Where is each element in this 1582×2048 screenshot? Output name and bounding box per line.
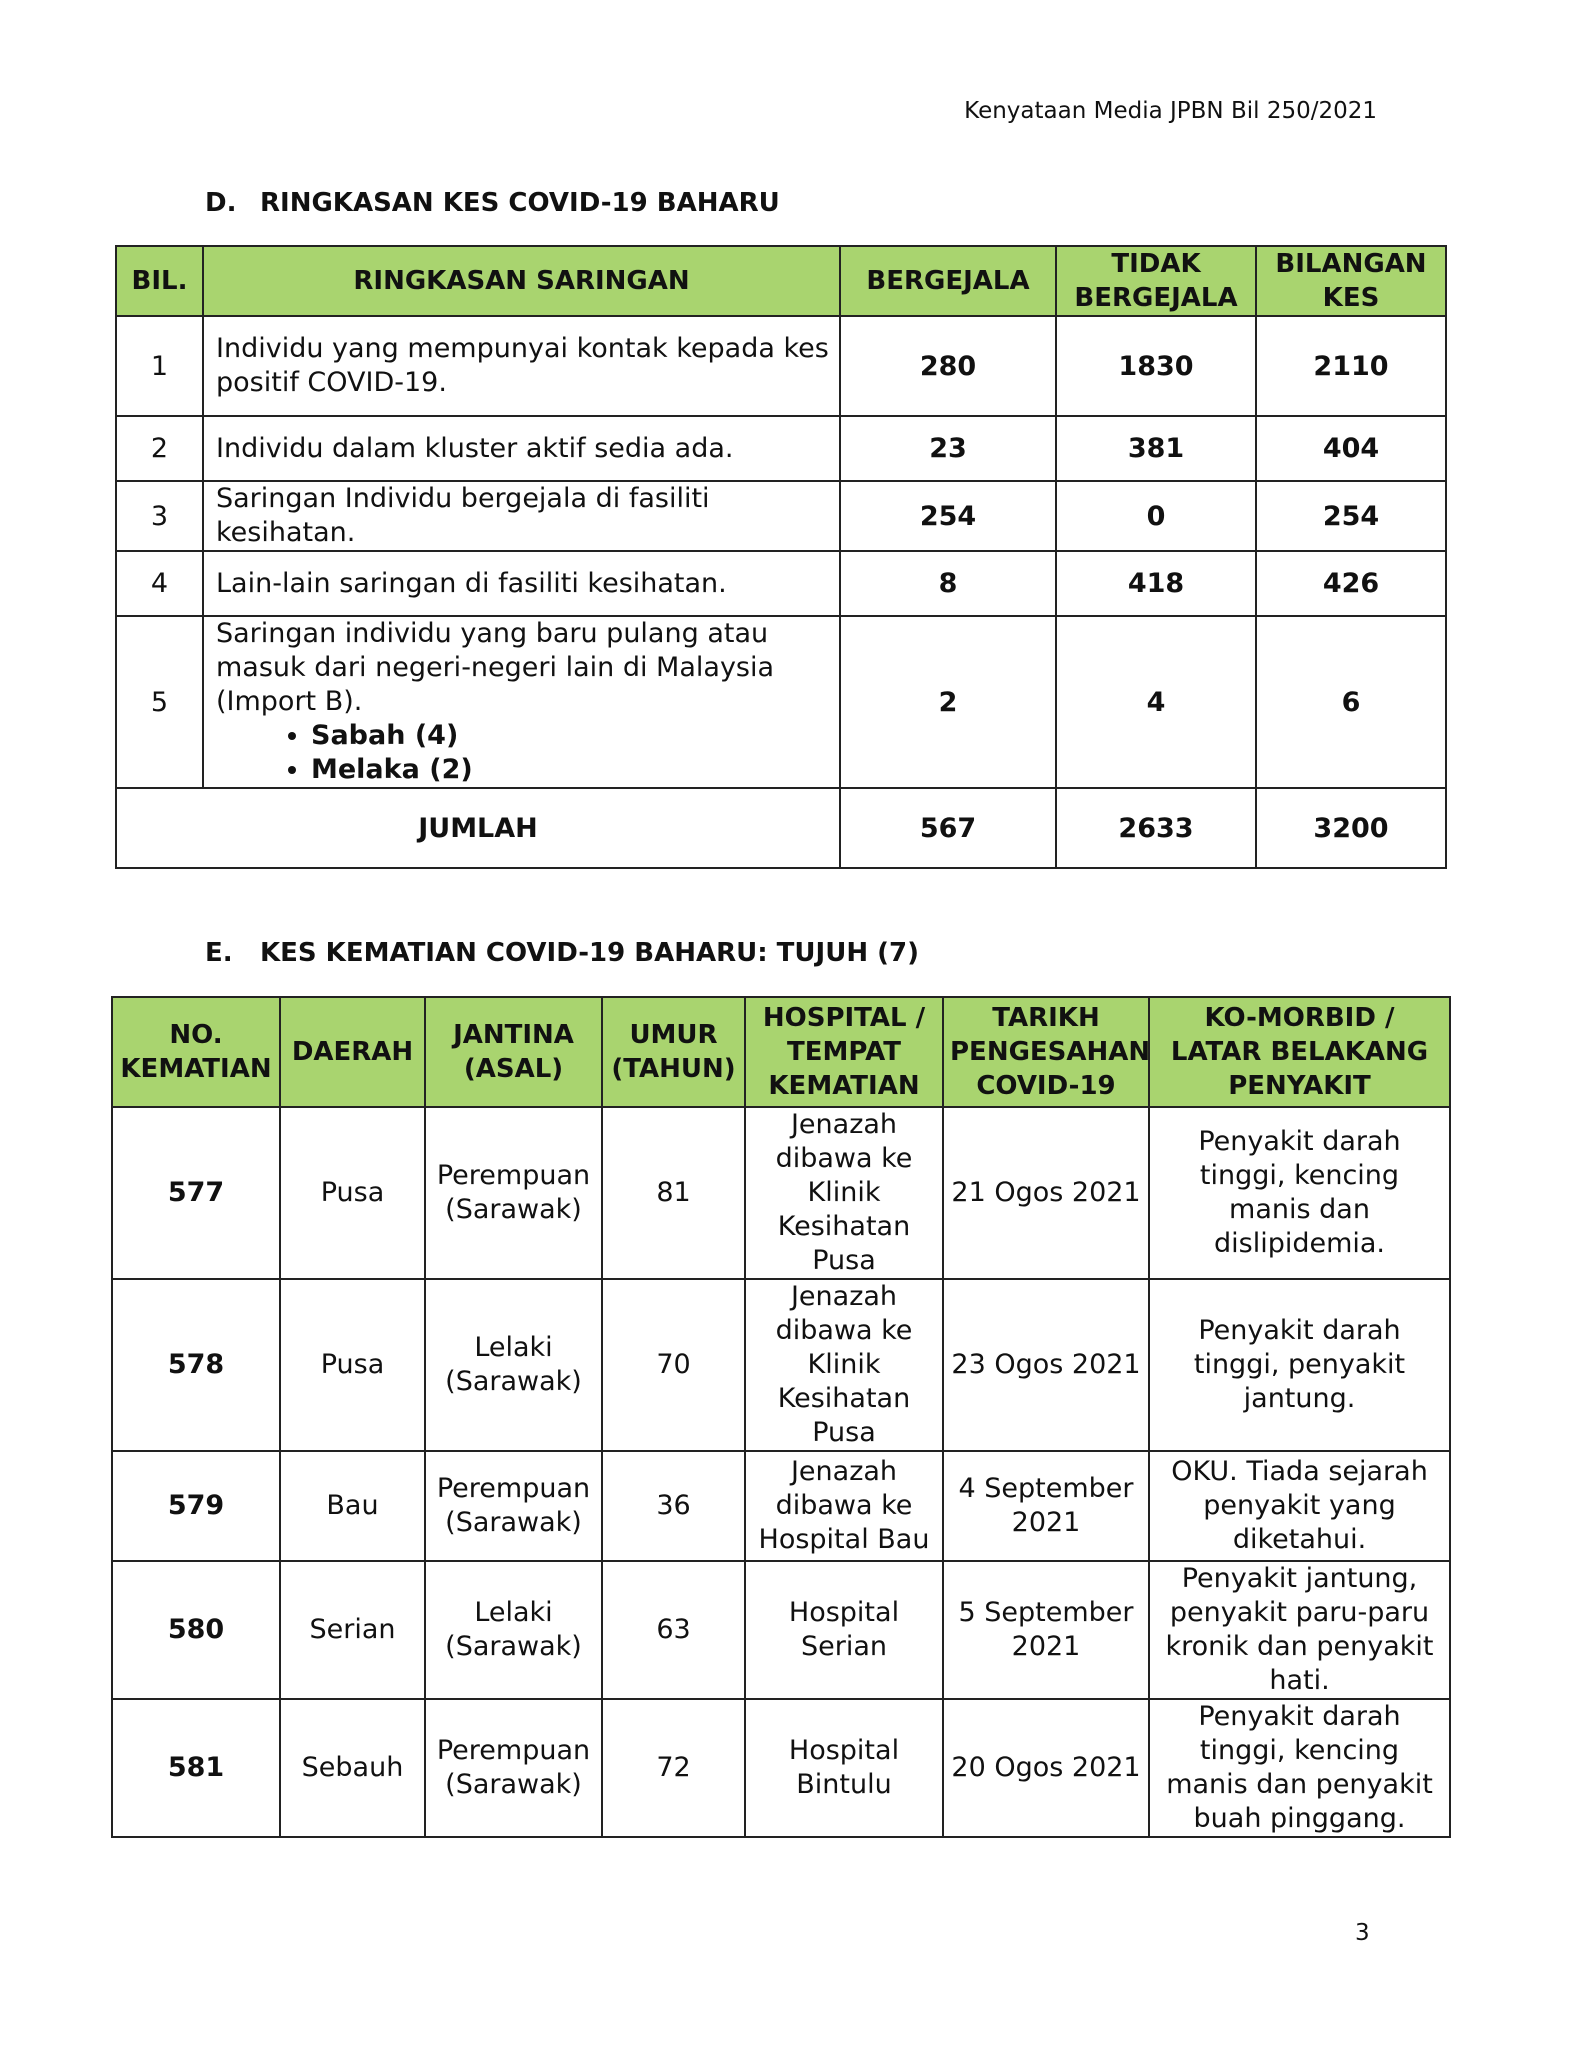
row-bergejala: 254 (840, 481, 1056, 551)
header-komorbid: KO-MORBID / LATAR BELAKANG PENYAKIT (1149, 997, 1450, 1107)
death-jantina: Lelaki (Sarawak) (425, 1279, 602, 1451)
death-komorbid: Penyakit jantung, penyakit paru-paru kronik dan penyakit hati. (1149, 1561, 1450, 1699)
section-e-letter: E. (205, 938, 233, 968)
death-hospital: Hospital Bintulu (745, 1699, 943, 1837)
death-daerah: Pusa (280, 1107, 425, 1279)
death-tarikh: 5 September 2021 (943, 1561, 1149, 1699)
death-daerah: Pusa (280, 1279, 425, 1451)
row-bil: 3 (116, 481, 203, 551)
row-bil: 4 (116, 551, 203, 616)
death-tarikh: 21 Ogos 2021 (943, 1107, 1149, 1279)
row-jumlah: 404 (1256, 416, 1446, 481)
death-komorbid: OKU. Tiada sejarah penyakit yang diketahui. (1149, 1451, 1450, 1561)
death-umur: 70 (602, 1279, 745, 1451)
header-ringkasan: RINGKASAN SARINGAN (203, 246, 840, 316)
section-d-title (205, 188, 780, 218)
row-desc: Individu dalam kluster aktif sedia ada. (203, 416, 840, 481)
death-jantina: Perempuan (Sarawak) (425, 1451, 602, 1561)
row-jumlah: 2110 (1256, 316, 1446, 416)
header-tidak-bergejala: TIDAK BERGEJALA (1056, 246, 1256, 316)
header-daerah: DAERAH (280, 997, 425, 1107)
row-jumlah: 6 (1256, 616, 1446, 788)
header-tarikh: TARIKH PENGESAHAN COVID-19 (943, 997, 1149, 1107)
section-d-letter: D. (205, 188, 237, 218)
row-desc: Lain-lain saringan di fasiliti kesihatan. (203, 551, 840, 616)
death-no: 579 (112, 1451, 280, 1561)
death-hospital: Hospital Serian (745, 1561, 943, 1699)
row-bil: 1 (116, 316, 203, 416)
death-umur: 63 (602, 1561, 745, 1699)
page-number: 3 (1355, 1920, 1370, 1946)
deaths-table (111, 996, 1451, 1838)
death-tarikh: 20 Ogos 2021 (943, 1699, 1149, 1837)
death-jantina: Lelaki (Sarawak) (425, 1561, 602, 1699)
row-desc: Saringan individu yang baru pulang atau masuk dari negeri-negeri lain di Malaysia (Import B). (216, 618, 775, 717)
row-tidak-bergejala: 381 (1056, 416, 1256, 481)
row-tidak-bergejala: 1830 (1056, 316, 1256, 416)
import-state-list (216, 719, 833, 787)
death-komorbid: Penyakit darah tinggi, penyakit jantung. (1149, 1279, 1450, 1451)
summary-row (116, 616, 1446, 788)
row-bil: 5 (116, 616, 203, 788)
row-bergejala: 280 (840, 316, 1056, 416)
header-bil: BIL. (116, 246, 203, 316)
death-row (112, 1561, 1450, 1699)
death-daerah: Serian (280, 1561, 425, 1699)
header-hospital: HOSPITAL / TEMPAT KEMATIAN (745, 997, 943, 1107)
row-desc-cell (203, 616, 840, 788)
death-row (112, 1451, 1450, 1561)
summary-table (115, 245, 1447, 869)
death-no: 580 (112, 1561, 280, 1699)
document-reference: Kenyataan Media JPBN Bil 250/2021 (964, 98, 1377, 124)
summary-total-row (116, 788, 1446, 868)
summary-row (116, 551, 1446, 616)
death-tarikh: 23 Ogos 2021 (943, 1279, 1149, 1451)
row-bergejala: 23 (840, 416, 1056, 481)
death-no: 577 (112, 1107, 280, 1279)
row-jumlah: 254 (1256, 481, 1446, 551)
death-daerah: Bau (280, 1451, 425, 1561)
death-jantina: Perempuan (Sarawak) (425, 1107, 602, 1279)
death-row (112, 1699, 1450, 1837)
death-hospital: Jenazah dibawa ke Klinik Kesihatan Pusa (745, 1107, 943, 1279)
summary-row (116, 316, 1446, 416)
header-jantina: JANTINA (ASAL) (425, 997, 602, 1107)
list-item: • Melaka (2) (311, 753, 833, 787)
section-d-heading: RINGKASAN KES COVID-19 BAHARU (260, 188, 780, 218)
row-desc: Saringan Individu bergejala di fasiliti kesihatan. (203, 481, 840, 551)
death-komorbid: Penyakit darah tinggi, kencing manis dan penyakit buah pinggang. (1149, 1699, 1450, 1837)
death-hospital: Jenazah dibawa ke Hospital Bau (745, 1451, 943, 1561)
death-row (112, 1107, 1450, 1279)
row-bil: 2 (116, 416, 203, 481)
list-item: • Sabah (4) (311, 719, 833, 753)
row-bergejala: 2 (840, 616, 1056, 788)
death-komorbid: Penyakit darah tinggi, kencing manis dan dislipidemia. (1149, 1107, 1450, 1279)
header-bilangan-kes: BILANGAN KES (1256, 246, 1446, 316)
header-bergejala: BERGEJALA (840, 246, 1056, 316)
total-jumlah: 3200 (1256, 788, 1446, 868)
summary-header-row (116, 246, 1446, 316)
death-umur: 36 (602, 1451, 745, 1561)
death-umur: 72 (602, 1699, 745, 1837)
death-hospital: Jenazah dibawa ke Klinik Kesihatan Pusa (745, 1279, 943, 1451)
row-tidak-bergejala: 4 (1056, 616, 1256, 788)
summary-row (116, 481, 1446, 551)
row-desc: Individu yang mempunyai kontak kepada kes positif COVID-19. (203, 316, 840, 416)
header-no-kematian: NO. KEMATIAN (112, 997, 280, 1107)
row-bergejala: 8 (840, 551, 1056, 616)
section-e-title (205, 938, 919, 968)
death-daerah: Sebauh (280, 1699, 425, 1837)
row-tidak-bergejala: 0 (1056, 481, 1256, 551)
row-jumlah: 426 (1256, 551, 1446, 616)
death-jantina: Perempuan (Sarawak) (425, 1699, 602, 1837)
deaths-header-row (112, 997, 1450, 1107)
total-bergejala: 567 (840, 788, 1056, 868)
header-umur: UMUR (TAHUN) (602, 997, 745, 1107)
death-tarikh: 4 September 2021 (943, 1451, 1149, 1561)
death-umur: 81 (602, 1107, 745, 1279)
total-label: JUMLAH (116, 788, 840, 868)
section-e-heading: KES KEMATIAN COVID-19 BAHARU: TUJUH (7) (260, 938, 919, 968)
row-tidak-bergejala: 418 (1056, 551, 1256, 616)
summary-row (116, 416, 1446, 481)
total-tidak-bergejala: 2633 (1056, 788, 1256, 868)
death-row (112, 1279, 1450, 1451)
death-no: 581 (112, 1699, 280, 1837)
death-no: 578 (112, 1279, 280, 1451)
